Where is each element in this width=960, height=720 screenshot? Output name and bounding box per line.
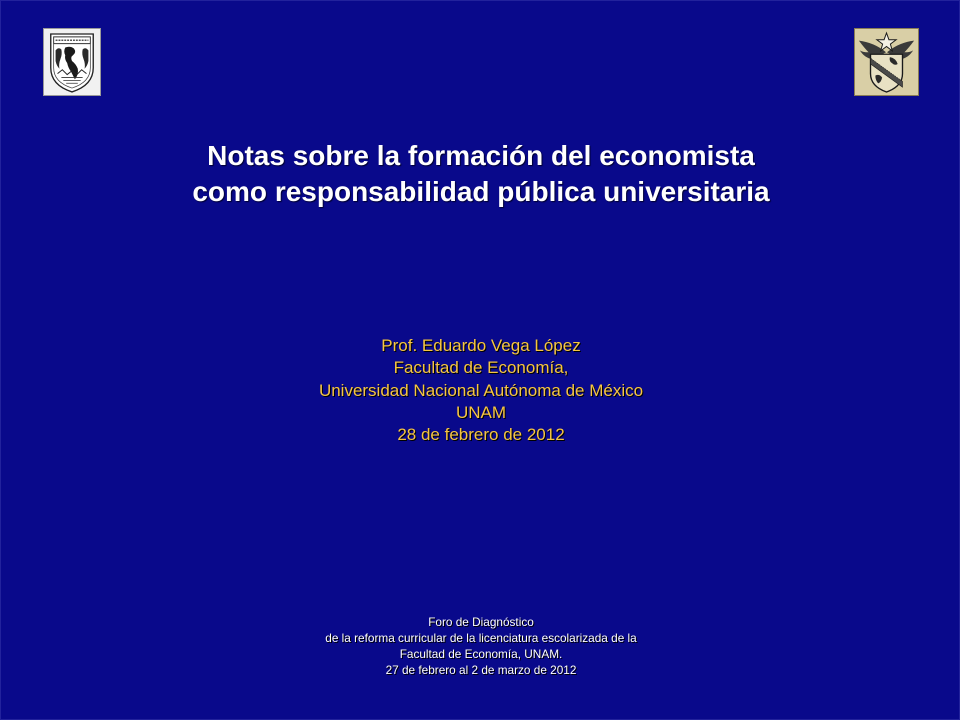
title-line-2: como responsabilidad pública universitaria (192, 176, 770, 207)
footer-line-4: 27 de febrero al 2 de marzo de 2012 (385, 663, 577, 677)
author-name: Prof. Eduardo Vega López (381, 336, 581, 355)
author-university-acronym: UNAM (455, 402, 507, 422)
author-university: Universidad Nacional Autónoma de México (318, 380, 644, 400)
unam-crest-icon (43, 28, 101, 96)
footer-line-1: Foro de Diagnóstico (428, 615, 534, 629)
author-block (1, 335, 960, 446)
author-faculty: Facultad de Economía, (393, 358, 569, 378)
faculty-seal-icon (854, 28, 919, 96)
presentation-date: 28 de febrero de 2012 (397, 425, 565, 445)
footer-line-3: Facultad de Economía, UNAM. (399, 647, 563, 661)
event-footer (1, 614, 960, 678)
slide-title (1, 138, 960, 210)
title-line-1: Notas sobre la formación del economista (207, 140, 755, 171)
footer-line-2: de la reforma curricular de la licenciatura escolarizada de la (325, 631, 637, 645)
